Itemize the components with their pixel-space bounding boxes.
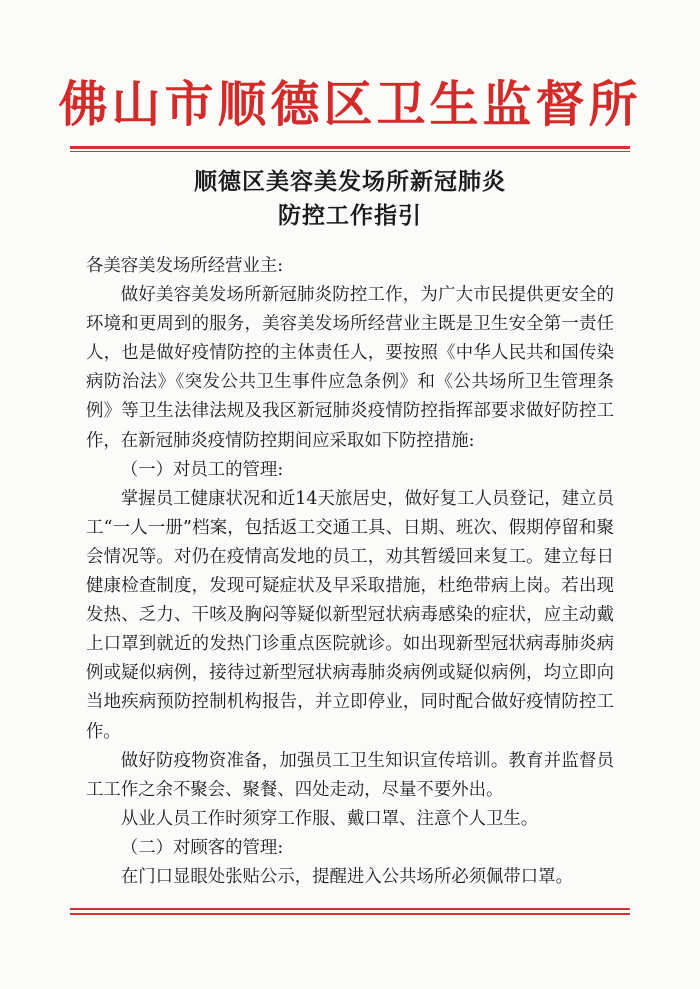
- footer-rule-top: [70, 908, 630, 910]
- letterhead-rule-thin: [70, 151, 630, 152]
- intro-paragraph: 做好美容美发场所新冠肺炎防控工作，为广大市民提供更安全的环境和更周到的服务，美容美发场所经营业主既是卫生安全第一责任人，也是做好疫情防控的主体责任人，要按照《中华人民共和国传染病防治法》《突发公共卫生事件应急条例》和《公共场所卫生管理条例》等卫生法律法规及我区新冠肺炎疫情防控指挥部要求做好防控工作，在新冠肺炎疫情防控期间应采取如下防控措施:: [86, 285, 614, 451]
- section2-paragraph-1: 在门口显眼处张贴公示，提醒进入公共场所必须佩带口罩。: [120, 866, 573, 887]
- document-title-line1: 顺德区美容美发场所新冠肺炎: [194, 168, 506, 195]
- letterhead-rule-thick: [70, 146, 630, 149]
- salutation: 各美容美发场所经营业主:: [86, 256, 284, 276]
- document-title-line2: 防控工作指引: [278, 202, 422, 229]
- section1-paragraph-1: 掌握员工健康状况和近14天旅居史，做好复工人员登记，建立员工“一人一册”档案，包括返工交通工具、日期、班次、假期停留和聚会情况等。对仍在疫情高发地的员工，劝其暂缓回来复工。建立每日健康检查制度，发现可疑症状及早采取措施，杜绝带病上岗。若出现发热、乏力、干咳及胸闷等疑似新型冠状病毒感染的症状，应主动戴上口罩到就近的发热门诊重点医院就诊。如出现新型冠状病毒肺炎病例或疑似病例，接待过新型冠状病毒肺炎病例或疑似病例，均立即向当地疾病预防控制机构报告，并立即停业，同时配合做好疫情防控工作。: [86, 488, 614, 742]
- footer-rule-bottom: [70, 913, 630, 915]
- section1-paragraph-2: 做好防疫物资准备，加强员工卫生知识宣传培训。教育并监督员工工作之余不聚会、聚餐、四处走动，尽量不要外出。: [86, 750, 614, 800]
- section1-heading: （一）对员工的管理:: [120, 459, 284, 480]
- document-body: [86, 252, 614, 892]
- section1-paragraph-3: 从业人员工作时须穿工作服、戴口罩、注意个人卫生。: [120, 808, 539, 829]
- letterhead-organization: 佛山市顺德区卫生监督所: [58, 75, 642, 133]
- section2-heading: （二）对顾客的管理:: [120, 837, 284, 858]
